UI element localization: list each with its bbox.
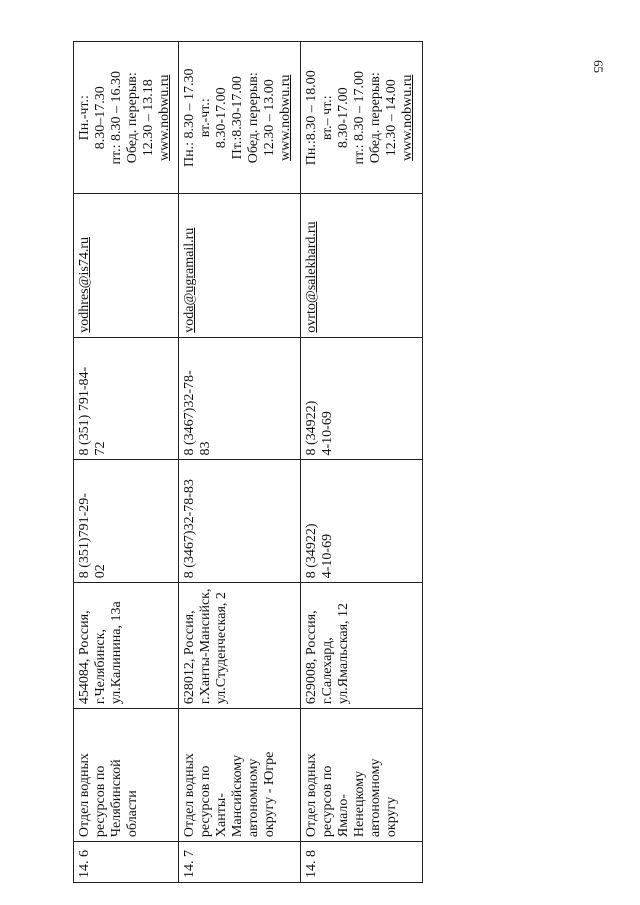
hours-line[interactable]: www.nobwu.ru	[400, 74, 416, 161]
address-line: г.Челябинск,	[93, 629, 108, 705]
row-number-cell	[74, 842, 179, 883]
hours-line[interactable]: www.nobwu.ru	[278, 74, 294, 161]
department-line: автономному	[368, 758, 384, 838]
address-line: г.Салехард,	[320, 637, 336, 705]
address-cell	[74, 583, 179, 709]
phone-cell	[74, 460, 179, 583]
hours-line: вт.– чт.:	[320, 95, 336, 141]
email-text[interactable]: voda@ugramail.ru	[182, 227, 198, 333]
address-line: 454084, Россия,	[77, 610, 92, 705]
hours-cell	[74, 42, 179, 194]
table-row	[74, 42, 179, 883]
water-resources-table	[73, 41, 423, 883]
phone-cell	[301, 460, 423, 583]
fax-line: 4-10-69	[320, 411, 336, 456]
email-text[interactable]: ovrto@salekhard.ru	[304, 221, 320, 333]
hours-line: 12.30 – 14.00	[384, 79, 400, 157]
department-line: округу - Югре	[262, 751, 278, 838]
department-line: области	[125, 790, 140, 838]
hours-line: Обед. перерыв:	[368, 72, 384, 164]
hours-line: Пн.-чт.:	[77, 95, 92, 141]
hours-line: 8.30-17.00	[336, 87, 352, 149]
row-number-text: 14. 6	[77, 850, 92, 878]
hours-cell	[301, 42, 423, 194]
phone-line: 02	[93, 564, 108, 579]
fax-line: 8 (351) 791-84-	[77, 366, 92, 456]
department-line: ресурсов по	[93, 765, 108, 838]
hours-line: 12.30 – 13.18	[141, 79, 156, 157]
address-line: ул.Ямальская, 12	[336, 602, 352, 705]
page-number: 65	[591, 60, 606, 73]
hours-line: Пн.:8.30 – 18.00	[304, 70, 320, 166]
department-line: округу	[384, 796, 400, 838]
phone-cell	[179, 460, 301, 583]
fax-cell	[179, 337, 301, 460]
department-line: автономному	[246, 758, 262, 838]
department-line: Ямало-	[336, 793, 352, 838]
address-line: ул.Калинина, 13а	[109, 601, 124, 705]
row-number-cell	[301, 842, 423, 883]
fax-cell	[74, 337, 179, 460]
department-cell	[74, 709, 179, 842]
email-cell	[74, 194, 179, 337]
fax-line: 8 (34922)	[304, 400, 320, 456]
hours-line: 8.30-17.00	[214, 87, 230, 149]
email-cell	[179, 194, 301, 337]
department-line: Отдел водных	[77, 753, 92, 838]
email-cell	[301, 194, 423, 337]
fax-line: 83	[198, 441, 214, 456]
department-line: Челябинской	[109, 759, 124, 838]
table-row	[301, 42, 423, 883]
hours-line: Обед. перерыв:	[246, 72, 262, 164]
address-line: 628012, Россия,	[182, 610, 198, 705]
phone-line: 8 (3467)32-78-83	[182, 479, 198, 579]
hours-line: Пт.:8.30-17.00	[230, 76, 246, 160]
department-line: Отдел водных	[304, 753, 320, 838]
hours-line: Пн.: 8.30 – 17.30	[182, 68, 198, 167]
hours-line: 12.30 – 13.00	[262, 79, 278, 157]
department-line: Отдел водных	[182, 753, 198, 838]
department-line: ресурсов по	[198, 765, 214, 838]
table-row	[179, 42, 301, 883]
hours-line: вт.-чт.:	[198, 98, 214, 138]
hours-line: пт.: 8.30 – 17.00	[352, 71, 368, 165]
row-number-cell	[179, 842, 301, 883]
address-cell	[179, 583, 301, 709]
fax-line: 72	[93, 441, 108, 456]
row-number-text: 14. 7	[182, 850, 198, 878]
address-line: 629008, Россия,	[304, 610, 320, 705]
address-line: г.Ханты-Мансийск,	[198, 588, 214, 705]
hours-line: Обед. перерыв:	[125, 72, 140, 164]
row-number-text: 14. 8	[304, 850, 320, 878]
email-text[interactable]: vodhres@is74.ru	[77, 237, 92, 333]
department-line: Мансийскому	[230, 754, 246, 838]
phone-line: 8 (34922)	[304, 523, 320, 579]
address-cell	[301, 583, 423, 709]
department-line: Ненецкому	[352, 770, 368, 838]
department-cell	[301, 709, 423, 842]
fax-line: 8 (3467)32-78-	[182, 370, 198, 456]
hours-line: пт.: 8.30 – 16.30	[109, 71, 124, 165]
rotated-table-wrapper	[73, 41, 423, 883]
phone-line: 4-10-69	[320, 533, 336, 579]
department-cell	[179, 709, 301, 842]
address-line: ул.Студенческая, 2	[214, 592, 230, 705]
hours-line[interactable]: www.nobwu.ru	[157, 74, 172, 161]
hours-line: 8.30–17.30	[93, 86, 108, 150]
hours-cell	[179, 42, 301, 194]
department-line: ресурсов по	[320, 765, 336, 838]
fax-cell	[301, 337, 423, 460]
phone-line: 8 (351)791-29-	[77, 493, 92, 579]
department-line: Ханты-	[214, 793, 230, 838]
